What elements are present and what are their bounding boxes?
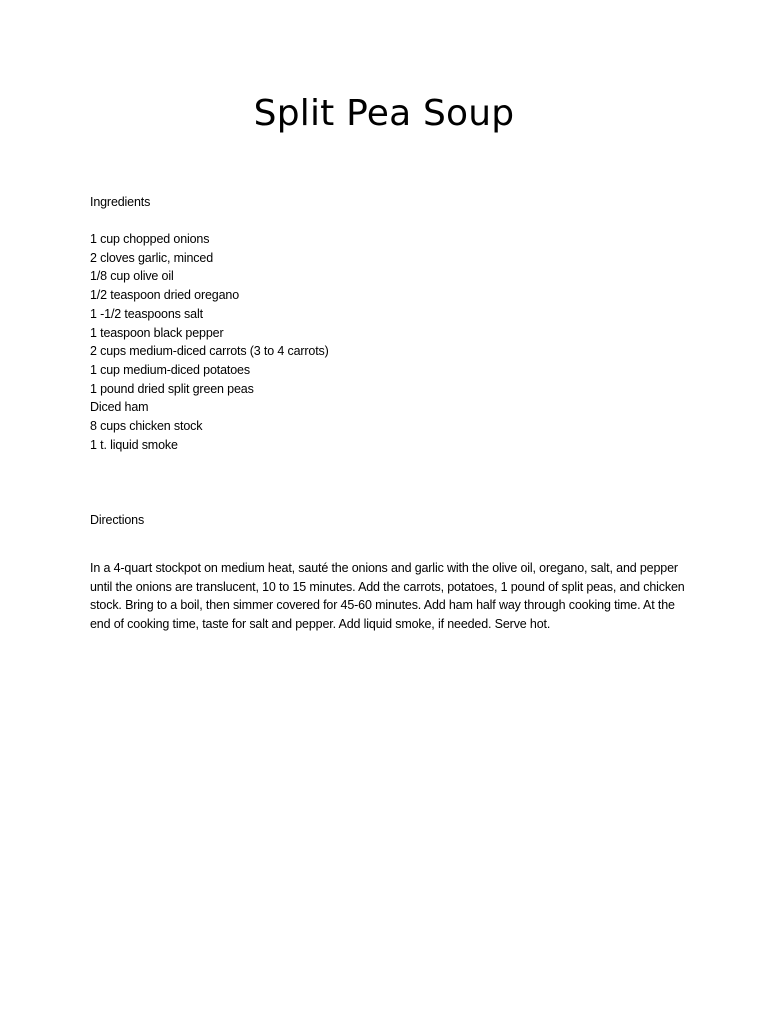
ingredient-item: 1 cup chopped onions [90, 232, 210, 246]
ingredient-item: 2 cups medium-diced carrots (3 to 4 carrots) [90, 344, 329, 359]
page-title: Split Pea Soup [253, 93, 515, 134]
ingredient-list [90, 230, 329, 454]
ingredient-item: 1 pound dried split green peas [90, 381, 254, 396]
ingredient-item: 1/8 cup olive oil [90, 269, 174, 284]
ingredients-heading: Ingredients [90, 195, 151, 209]
ingredient-item: 8 cups chicken stock [90, 419, 203, 434]
ingredient-item: 1 t. liquid smoke [90, 437, 178, 452]
ingredient-item: 1/2 teaspoon dried oregano [90, 288, 239, 303]
ingredient-item: 1 teaspoon black pepper [90, 325, 224, 340]
ingredient-item: 1 cup medium-diced potatoes [90, 362, 250, 377]
directions-heading: Directions [90, 513, 145, 527]
ingredient-item: 1 -1/2 teaspoons salt [90, 306, 203, 321]
directions-paragraph: In a 4-quart stockpot on medium heat, sauté the onions and garlic with the olive oil, oregano, salt, and pepper until the onions are translucent, 10 to 15 minutes. Add the carrots, potatoes, 1 pound of split peas, and chicken stock. Bring to a boil, then simmer covered for 45-60 minutes. Add ham half way through cooking time. At the end of cooking time, taste for salt and pepper. Add liquid smoke, if needed. Serve hot. [90, 561, 685, 632]
ingredient-item: Diced ham [90, 400, 149, 415]
ingredient-item: 2 cloves garlic, minced [90, 250, 213, 265]
